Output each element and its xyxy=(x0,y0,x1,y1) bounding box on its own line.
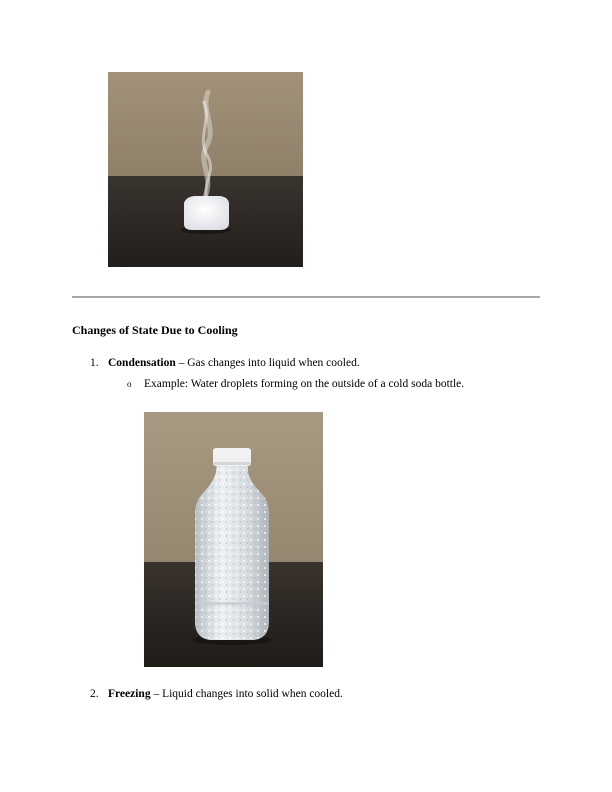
list-item-description: – Liquid changes into solid when cooled. xyxy=(150,688,343,700)
sublimating-cube-photo xyxy=(108,72,303,267)
bullet-icon: o xyxy=(127,379,132,389)
sub-list-item-text: Example: Water droplets forming on the outside of a cold soda bottle. xyxy=(144,378,465,390)
list-item-number: 2. xyxy=(90,688,99,700)
list-item-term: Freezing xyxy=(108,688,151,700)
sub-list-item-example xyxy=(127,378,547,394)
list-item-number: 1. xyxy=(90,357,99,369)
list-item-freezing xyxy=(90,688,490,704)
condensation-bottle-photo xyxy=(144,412,323,667)
list-item-description: – Gas changes into liquid when cooled. xyxy=(175,357,360,369)
section-heading: Changes of State Due to Cooling xyxy=(72,323,238,337)
horizontal-divider xyxy=(72,296,540,298)
list-item-body xyxy=(108,357,360,369)
list-item-body xyxy=(108,688,343,700)
list-item-term: Condensation xyxy=(108,357,176,369)
list-item-condensation xyxy=(90,357,490,373)
